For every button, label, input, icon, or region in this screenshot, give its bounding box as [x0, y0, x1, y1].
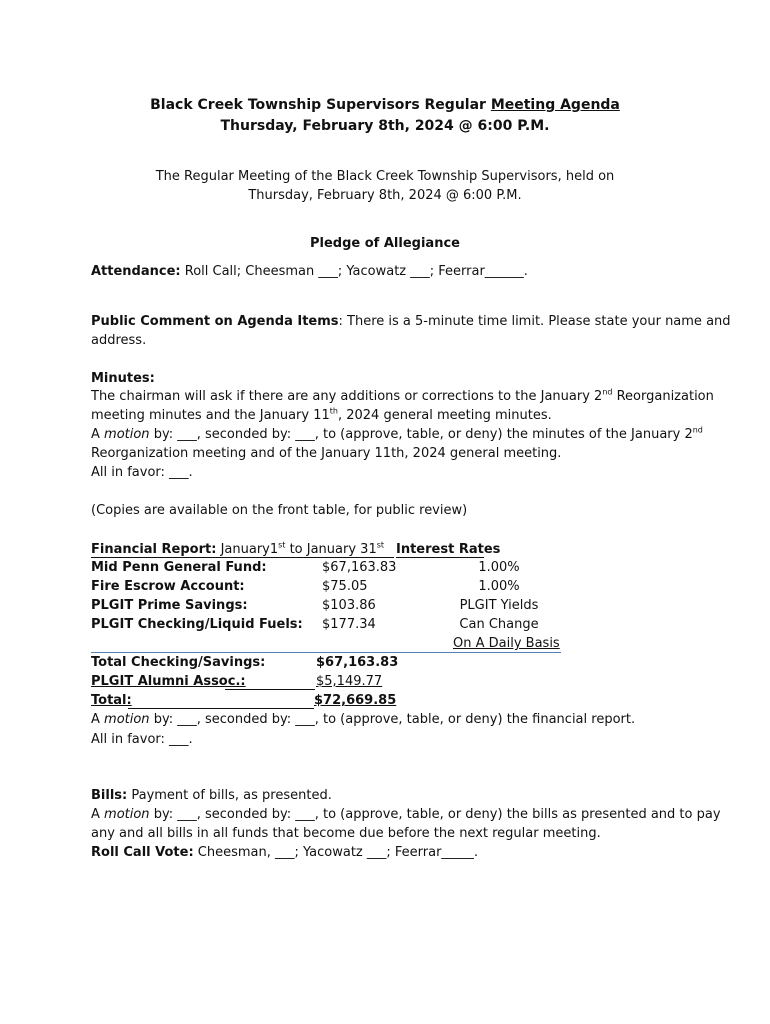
interest-heading-underline [396, 557, 484, 558]
minutes-line-2-tail: , 2024 general meeting minutes. [337, 408, 552, 423]
total-amount: $72,669.85 [314, 693, 397, 708]
financial-motion [91, 713, 635, 726]
ordinal-suffix: st [376, 540, 385, 550]
pledge-heading: Pledge of Allegiance [310, 236, 460, 251]
minutes-line-3-text: A [91, 427, 105, 442]
rate-note: On A Daily Basis [453, 636, 560, 651]
public-comment-line [91, 315, 731, 328]
account-amount: $177.34 [322, 617, 376, 632]
motion-word: motion [104, 712, 150, 727]
meeting-date-title: Thursday, February 8th, 2024 @ 6:00 P.M. [220, 118, 550, 134]
account-name: Mid Penn General Fund: [91, 560, 267, 575]
minutes-favor: All in favor: ___. [91, 465, 193, 480]
attendance-text: Roll Call; Cheesman ___; Yacowatz ___; Feerrar______. [180, 264, 528, 279]
ordinal-suffix: nd [602, 387, 613, 397]
account-name: PLGIT Prime Savings: [91, 598, 248, 613]
bills-motion-text: A [91, 807, 105, 822]
account-rate: PLGIT Yields [459, 598, 539, 613]
account-name: Fire Escrow Account: [91, 579, 245, 594]
minutes-line-1-tail: Reorganization [612, 389, 714, 404]
account-amount: $75.05 [322, 579, 368, 594]
minutes-line-1-text: The chairman will ask if there are any additions or corrections to the January 2 [91, 389, 603, 404]
public-comment-text: : There is a 5-minute time limit. Please state your name and [338, 314, 731, 329]
ordinal-suffix: th [329, 406, 338, 416]
total-label: Total: [91, 693, 132, 708]
motion-word: motion [104, 807, 150, 822]
alumni-amount: $5,149.77 [316, 674, 383, 689]
minutes-line-3-tail: by: ___, seconded by: ___, to (approve, table, or deny) the minutes of the January 2 [149, 427, 693, 442]
financial-heading-underline [91, 557, 394, 558]
bills-line-3: any and all bills in all funds that become due before the next regular meeting. [91, 826, 601, 841]
minutes-heading: Minutes: [91, 371, 155, 386]
table-divider [91, 652, 561, 653]
alumni-label: PLGIT Alumni Assoc.: [91, 674, 246, 689]
total-checking-amount: $67,163.83 [316, 655, 399, 670]
financial-label: Financial Report: [91, 542, 217, 557]
ordinal-suffix: st [278, 540, 286, 550]
financial-motion-tail: by: ___, seconded by: ___, to (approve, table, or deny) the financial report. [149, 712, 636, 727]
bills-motion [91, 808, 721, 821]
total-underline-fill [128, 708, 314, 709]
alumni-underline-fill [225, 689, 315, 690]
bills-line [91, 789, 332, 802]
public-comment-label: Public Comment on Agenda Items [91, 314, 339, 329]
bills-text: Payment of bills, as presented. [127, 788, 332, 803]
financial-motion-text: A [91, 712, 105, 727]
minutes-line-4: Reorganization meeting and of the January 11th, 2024 general meeting. [91, 446, 562, 461]
bills-label: Bills: [91, 788, 128, 803]
account-rate: 1.00% [478, 579, 520, 594]
financial-range-start: January1 [216, 542, 279, 557]
total-checking-label: Total Checking/Savings: [91, 655, 266, 670]
financial-range-end: to January 31 [285, 542, 377, 557]
minutes-line-2 [91, 406, 552, 423]
financial-heading [91, 540, 385, 557]
account-amount: $67,163.83 [322, 560, 397, 575]
minutes-line-1 [91, 387, 714, 404]
interest-rates-heading: Interest Rates [396, 542, 501, 557]
intro-line-1: The Regular Meeting of the Black Creek Township Supervisors, held on [155, 169, 615, 184]
title-text: Black Creek Township Supervisors Regular [150, 97, 491, 113]
bills-motion-tail: by: ___, seconded by: ___, to (approve, table, or deny) the bills as presented and to pay [149, 807, 721, 822]
roll-call-label: Roll Call Vote: [91, 845, 194, 860]
attendance-label: Attendance: [91, 264, 181, 279]
title-underlined-text: Meeting Agenda [490, 97, 620, 113]
motion-word: motion [104, 427, 150, 442]
intro-line-2: Thursday, February 8th, 2024 @ 6:00 P.M. [248, 188, 522, 203]
account-amount: $103.86 [322, 598, 376, 613]
ordinal-suffix: nd [692, 425, 703, 435]
minutes-line-2-text: meeting minutes and the January 11 [91, 408, 330, 423]
public-comment-line-2: address. [91, 333, 147, 348]
financial-favor: All in favor: ___. [91, 732, 193, 747]
account-name: PLGIT Checking/Liquid Fuels: [91, 617, 303, 632]
account-rate: Can Change [459, 617, 539, 632]
minutes-line-3 [91, 425, 703, 442]
copies-note: (Copies are available on the front table, for public review) [91, 503, 468, 518]
roll-call-vote [91, 846, 478, 859]
account-rate: 1.00% [478, 560, 520, 575]
attendance-line [91, 265, 528, 278]
page-title [0, 98, 770, 112]
roll-call-text: Cheesman, ___; Yacowatz ___; Feerrar_____. [193, 845, 479, 860]
